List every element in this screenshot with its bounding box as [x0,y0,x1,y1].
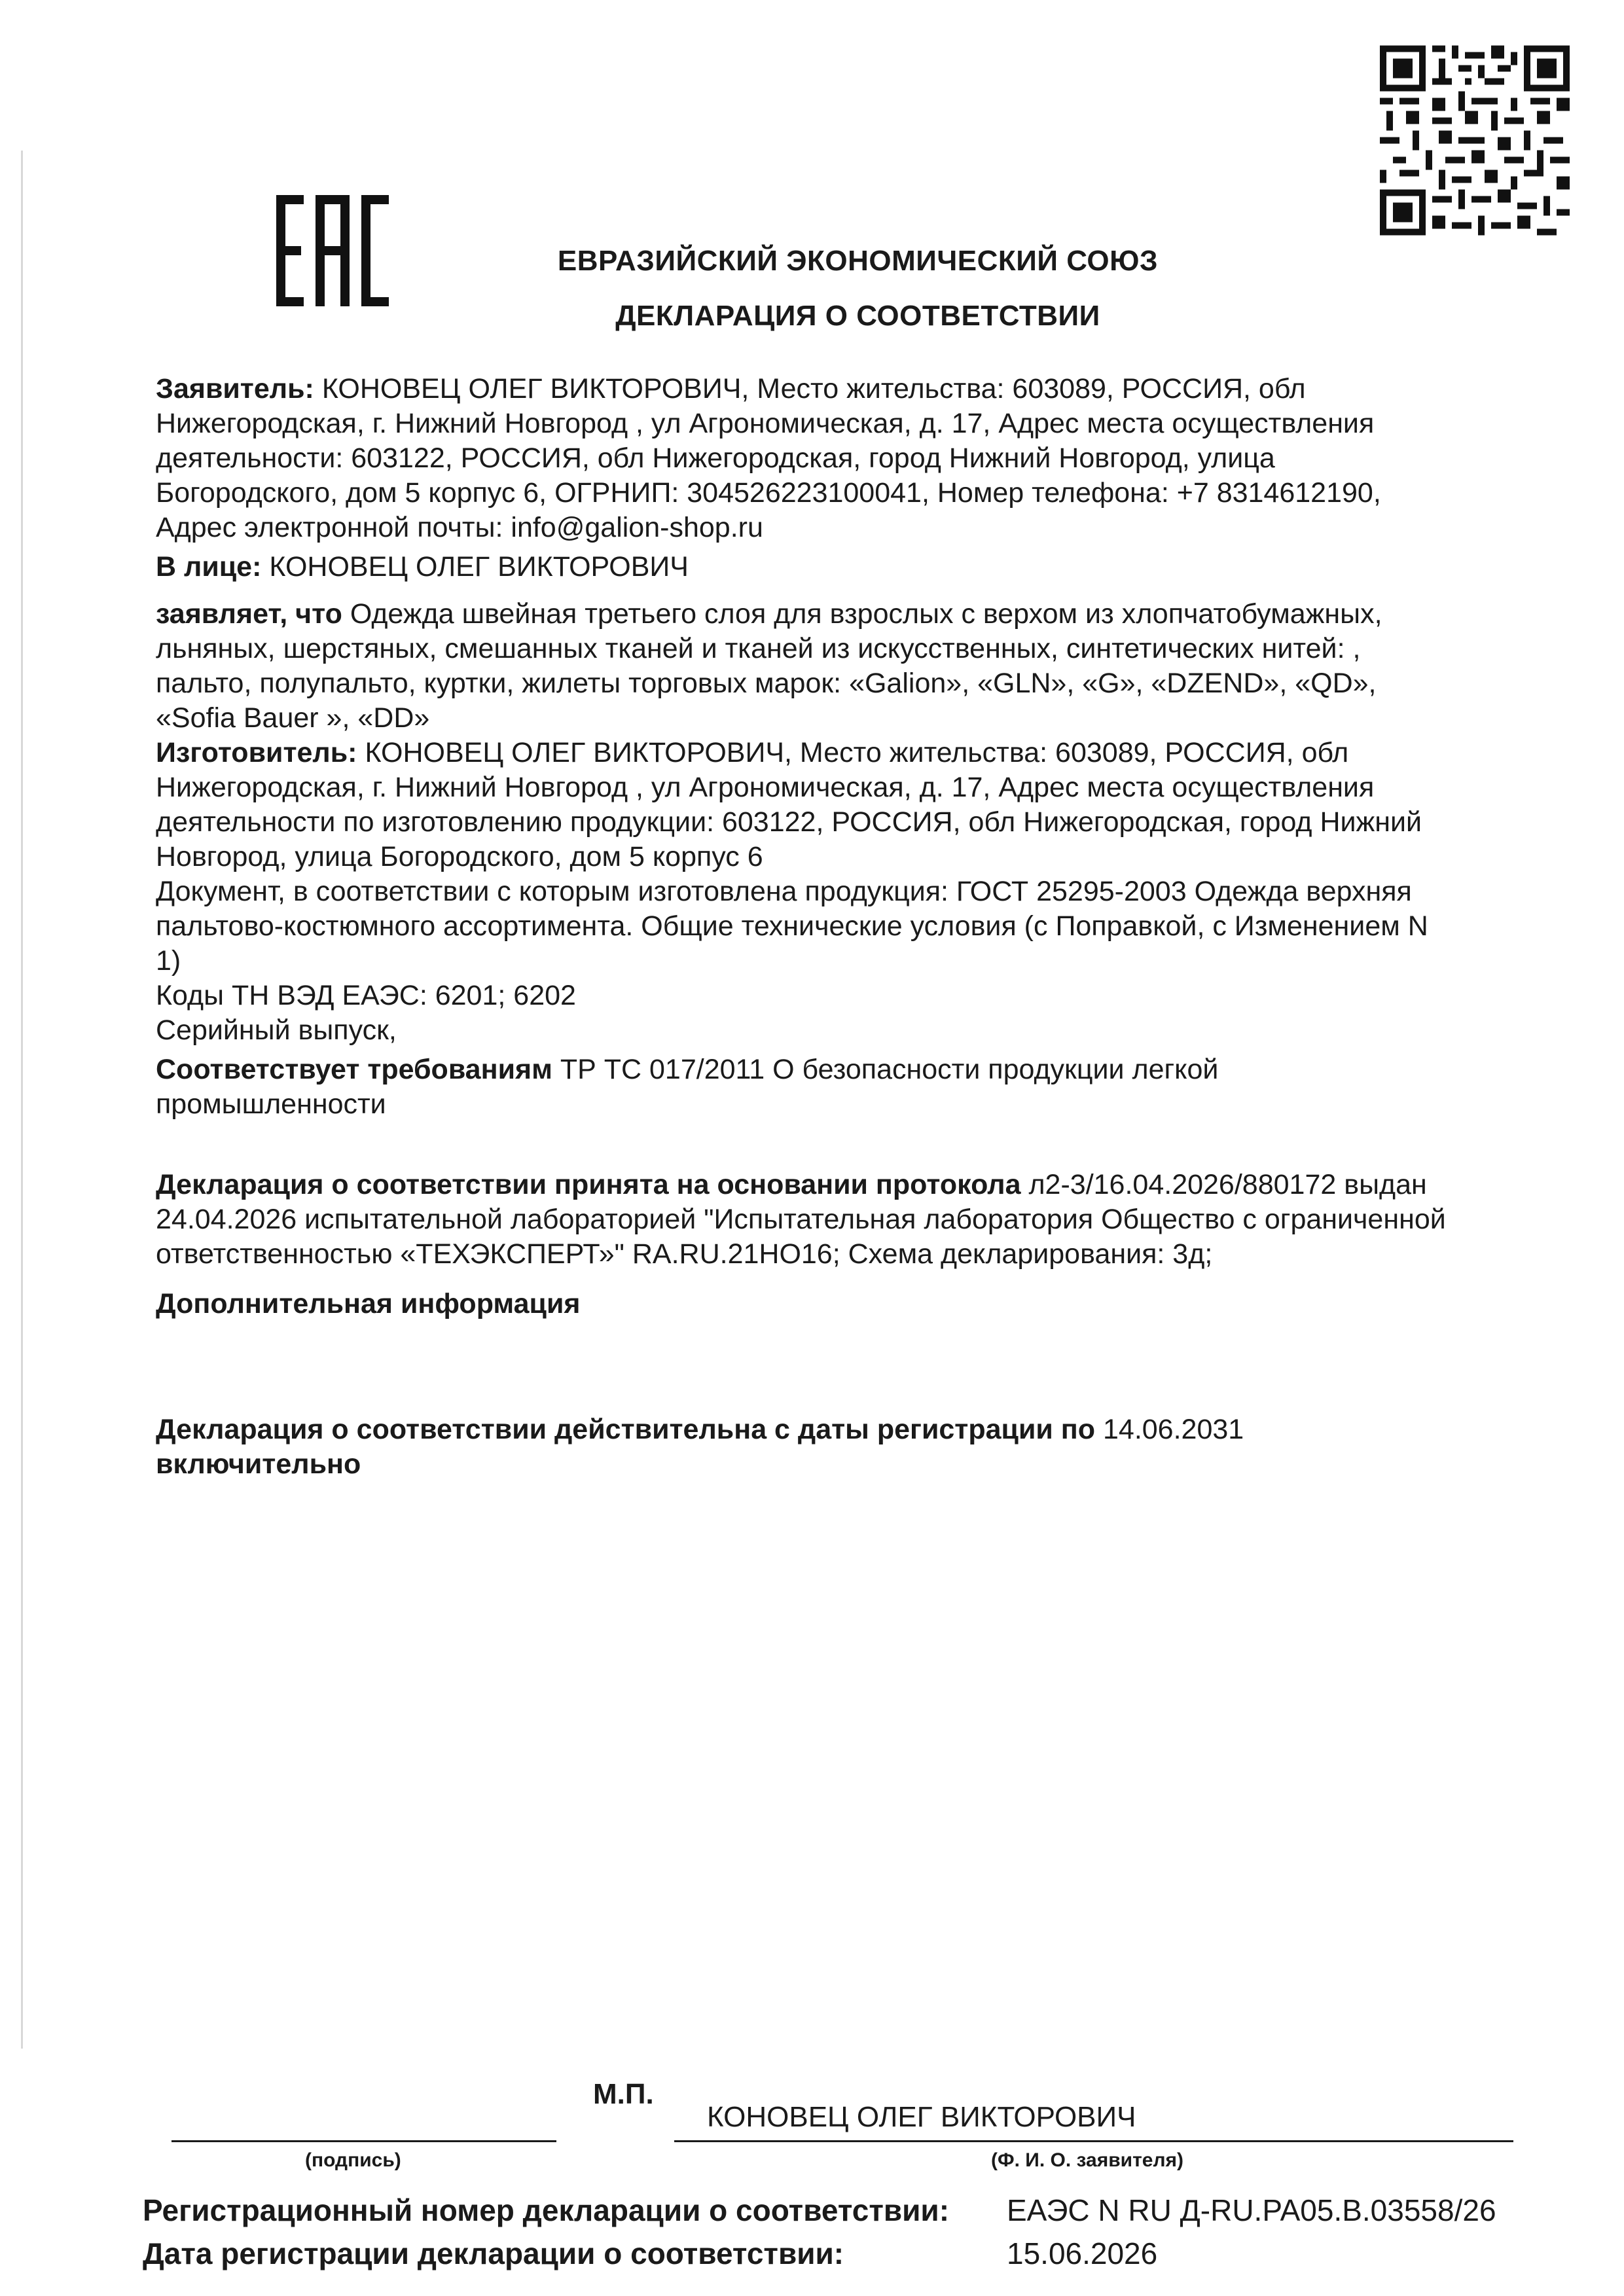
applicant-line: Нижегородская, г. Нижний Новгород , ул Агрономическая, д. 17, Адрес места осуществления [156,408,1375,439]
scan-edge [21,151,23,2049]
registration-number-label: Регистрационный номер декларации о соответствии: [143,2193,950,2227]
declares-label: заявляет, что [156,598,342,630]
applicant-line: Богородского, дом 5 корпус 6, ОГРНИП: 304526223100041, Номер телефона: +7 8314612190, [156,477,1381,509]
validity-block [156,1412,1543,1482]
requirements-block [156,1052,1543,1122]
represented-label: В лице: [156,551,262,583]
additional-info-label: Дополнительная информация [156,1288,581,1319]
manufacturer-block [156,736,1543,1048]
registration-number: ЕАЭС N RU Д-RU.PA05.B.03558/26 [1007,2193,1496,2227]
signature-caption: (подпись) [305,2149,401,2171]
manufacturer-line: Новгород, улица Богородского, дом 5 корпус 6 [156,841,763,872]
represented-value: КОНОВЕЦ ОЛЕГ ВИКТОРОВИЧ [269,551,689,583]
basis-label: Декларация о соответствии принята на основании протокола [156,1169,1021,1200]
qr-code[interactable] [1380,41,1570,240]
applicant-label: Заявитель: [156,373,314,404]
declares-line: «Sofia Bauer », «DD» [156,702,430,734]
basis-block [156,1168,1543,1272]
applicant-line: деятельности: 603122, РОССИЯ, обл Нижегородская, город Нижний Новгород, улица [156,442,1275,474]
manufacturer-label: Изготовитель: [156,737,357,768]
name-caption: (Ф. И. О. заявителя) [991,2149,1184,2171]
additional-info-block [156,1287,1543,1321]
union-name: ЕВРАЗИЙСКИЙ ЭКОНОМИЧЕСКИЙ СОЮЗ [557,245,1159,277]
manufacturer-line: КОНОВЕЦ ОЛЕГ ВИКТОРОВИЧ, Место жительства: 603089, РОССИЯ, обл [365,737,1349,768]
requirements-line: ТР ТС 017/2011 О безопасности продукции легкой [560,1054,1219,1085]
validity-label: Декларация о соответствии действительна с даты регистрации по [156,1414,1096,1445]
requirements-line: промышленности [156,1088,386,1120]
declares-line: пальто, полупальто, куртки, жилеты торговых марок: «Galion», «GLN», «G», «DZEND», «QD», [156,668,1377,699]
registration-date: 15.06.2026 [1007,2236,1158,2270]
applicant-line: КОНОВЕЦ ОЛЕГ ВИКТОРОВИЧ, Место жительства: 603089, РОССИЯ, обл [321,373,1306,404]
declares-block [156,597,1543,736]
manufacturer-line: Нижегородская, г. Нижний Новгород , ул Агрономическая, д. 17, Адрес места осуществления [156,772,1375,803]
applicant-line: Адрес электронной почты: info@galion-shop.ru [156,512,763,543]
name-line [674,2140,1513,2142]
signature-line [171,2140,556,2142]
document-basis-line: Документ, в соответствии с которым изготовлена продукция: ГОСТ 25295-2003 Одежда верхняя [156,876,1412,907]
basis-line: 24.04.2026 испытательной лабораторией "Испытательная лаборатория Общество с ограниченной [156,1204,1446,1235]
document-basis-line: 1) [156,945,181,977]
requirements-label: Соответствует требованиям [156,1054,552,1085]
signer-name: КОНОВЕЦ ОЛЕГ ВИКТОРОВИЧ [707,2101,1136,2133]
applicant-block [156,372,1543,545]
registration-date-label: Дата регистрации декларации о соответствии: [143,2236,844,2270]
represented-block [156,550,1543,584]
basis-line: ответственностью «ТЕХЭКСПЕРТ»" RA.RU.21НО16; Схема декларирования: 3д; [156,1238,1213,1270]
document-title: ДЕКЛАРАЦИЯ О СООТВЕТСТВИИ [615,300,1100,332]
validity-suffix: включительно [156,1448,361,1480]
stamp-label: М.П. [593,2078,654,2110]
validity-date: 14.06.2031 [1102,1414,1244,1445]
document-basis-line: пальтово-костюмного ассортимента. Общие технические условия (с Поправкой, с Изменением N [156,910,1428,942]
declares-line: Одежда швейная третьего слоя для взрослых с верхом из хлопчатобумажных, [350,598,1382,630]
declares-line: льняных, шерстяных, смешанных тканей и тканей из искусственных, синтетических нитей: , [156,633,1361,664]
release-type: Серийный выпуск, [156,1014,397,1046]
tnved-codes: Коды ТН ВЭД ЕАЭС: 6201; 6202 [156,980,576,1011]
basis-line: л2-3/16.04.2026/880172 выдан [1028,1169,1427,1200]
manufacturer-line: деятельности по изготовлению продукции: 603122, РОССИЯ, обл Нижегородская, город Нижний [156,806,1422,838]
